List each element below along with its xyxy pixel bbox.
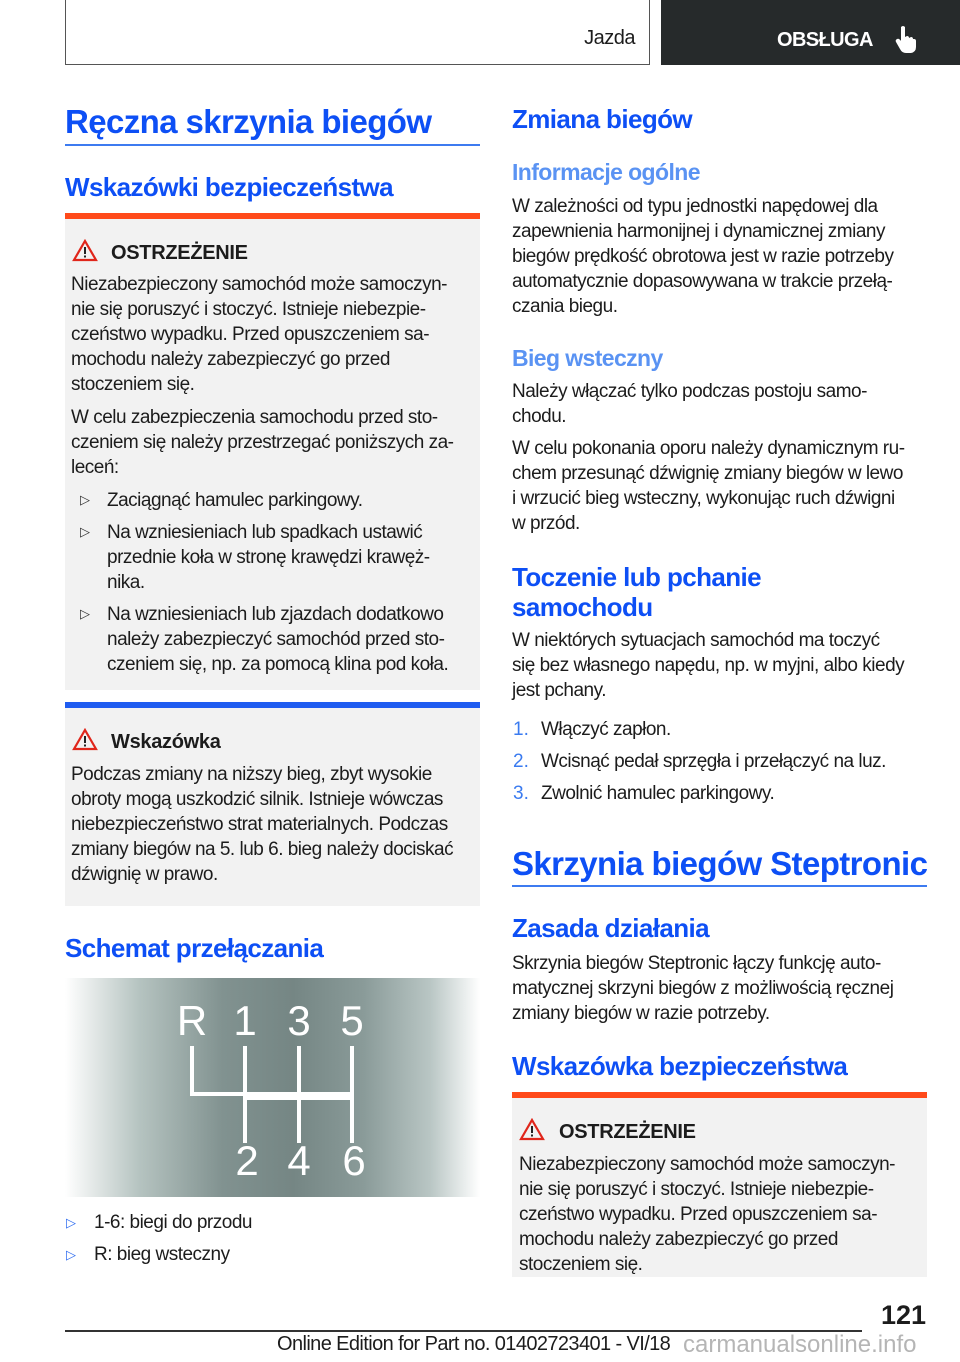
text-line: czeństwo wypadku. Przed opuszczeniem sa- xyxy=(71,324,430,345)
warning-paragraph xyxy=(71,272,447,397)
reverse-paragraph xyxy=(512,379,867,429)
steptronic-title: Skrzynia biegów Steptronic xyxy=(512,845,928,882)
principle-heading: Zasada działania xyxy=(512,913,710,943)
schema-bullet: R: bieg wsteczny xyxy=(94,1244,230,1265)
gear-label: 6 xyxy=(342,1137,366,1184)
text-line: zapewnienia harmonijnej i dynamicznej zmiany xyxy=(512,221,885,242)
text-line: obroty mogą uszkodzić silnik. Istnieje wówczas xyxy=(71,789,443,810)
step-number: 1. xyxy=(513,719,529,740)
text-line: Skrzynia biegów Steptronic łączy funkcję auto- xyxy=(512,953,881,974)
text-line: mochodu należy zabezpieczyć go przed xyxy=(71,349,390,370)
page-title: Ręczna skrzynia biegów xyxy=(65,103,432,140)
step-text: Wcisnąć pedał sprzęgła i przełączyć na luz. xyxy=(541,751,886,772)
chapter-tab[interactable] xyxy=(661,0,960,65)
text-line: i wrzucić bieg wsteczny, wykonując ruch dźwigni xyxy=(512,488,895,509)
general-paragraph xyxy=(512,194,893,319)
section-header xyxy=(65,0,650,65)
chapter-label: OBSŁUGA xyxy=(777,29,873,51)
schema-heading: Schemat przełączania xyxy=(65,933,324,963)
bullet-triangle-icon: ▷ xyxy=(80,606,90,621)
text-line: niebezpieczeństwo strat materialnych. Podczas xyxy=(71,814,448,835)
text-line: mochodu należy zabezpieczyć go przed xyxy=(519,1229,838,1250)
text-line: Toczenie lub pchanie xyxy=(512,562,762,592)
text-line: Zaciągnąć hamulec parkingowy. xyxy=(107,490,363,511)
text-line: czeniem się należy przestrzegać poniższych za- xyxy=(71,432,454,453)
notice-title: Wskazówka xyxy=(111,731,221,753)
text-line: chodu. xyxy=(512,406,567,427)
text-line: się bez własnego napędu, np. w myjni, albo kiedy xyxy=(512,655,905,676)
text-line: nika. xyxy=(107,572,145,593)
text-line: samochodu xyxy=(512,592,653,622)
text-line: W zależności od typu jednostki napędowej dla xyxy=(512,196,878,217)
shift-heading: Zmiana biegów xyxy=(512,104,693,134)
text-line: czania biegu. xyxy=(512,296,618,317)
warning-triangle-icon xyxy=(72,239,98,262)
text-line: stoczeniem się. xyxy=(71,374,195,395)
gear-label: R xyxy=(176,997,208,1044)
text-line: W celu zabezpieczenia samochodu przed sto- xyxy=(71,407,438,428)
gear-label: 5 xyxy=(340,997,364,1044)
warning-bullet xyxy=(107,488,363,513)
notice-triangle-icon xyxy=(72,728,98,751)
step-number: 2. xyxy=(513,751,529,772)
step-number: 3. xyxy=(513,783,529,804)
warning-paragraph xyxy=(519,1152,895,1277)
warning-title: OSTRZEŻENIE xyxy=(559,1121,696,1143)
text-line: jest pchany. xyxy=(512,680,606,701)
hand-pointer-icon xyxy=(895,25,917,53)
text-line: czeniem się, np. za pomocą klina pod koła. xyxy=(107,654,449,675)
title-rule xyxy=(65,144,480,146)
page-number: 121 xyxy=(880,1300,926,1330)
reverse-paragraph xyxy=(512,436,905,536)
warning-title: OSTRZEŻENIE xyxy=(111,242,248,264)
text-line: chem przesunąć dźwignię zmiany biegów w lewo xyxy=(512,463,903,484)
text-line: nie się poruszyć i stoczyć. Istnieje niebezpie- xyxy=(71,299,426,320)
principle-paragraph xyxy=(512,951,893,1026)
notice-paragraph xyxy=(71,762,453,887)
text-line: Niezabezpieczony samochód może samoczyn- xyxy=(519,1154,896,1175)
text-line: Na wzniesieniach lub spadkach ustawić xyxy=(107,522,423,543)
watermark: carmanualsonline.info xyxy=(683,1331,917,1358)
general-heading: Informacje ogólne xyxy=(512,159,700,185)
text-line: zmiany biegów w razie potrzeby. xyxy=(512,1003,770,1024)
title-rule xyxy=(512,885,927,887)
text-line: leceń: xyxy=(71,457,119,478)
warning-bullet xyxy=(107,602,448,677)
step-text: Zwolnić hamulec parkingowy. xyxy=(541,783,775,804)
gear-label: 2 xyxy=(235,1137,259,1184)
text-line: nie się poruszyć i stoczyć. Istnieje niebezpie- xyxy=(519,1179,874,1200)
step-text: Włączyć zapłon. xyxy=(541,719,671,740)
text-line: W niektórych sytuacjach samochód ma toczyć xyxy=(512,630,880,651)
text-line: Na wzniesieniach lub zjazdach dodatkowo xyxy=(107,604,444,625)
reverse-heading: Bieg wsteczny xyxy=(512,345,663,371)
section-label: Jazda xyxy=(584,27,635,49)
text-line: Należy włączać tylko podczas postoju samo- xyxy=(512,381,867,402)
text-line: czeństwo wypadku. Przed opuszczeniem sa- xyxy=(519,1204,878,1225)
text-line: należy zabezpieczyć samochód przed sto- xyxy=(107,629,445,650)
bullet-triangle-icon: ▷ xyxy=(80,492,90,507)
safety-heading-right: Wskazówka bezpieczeństwa xyxy=(512,1051,848,1081)
gear-label: 3 xyxy=(287,997,311,1044)
gear-label: 4 xyxy=(287,1137,311,1184)
schema-bullet: 1-6: biegi do przodu xyxy=(94,1212,252,1233)
text-line: biegów prędkość obrotowa jest w razie potrzeby xyxy=(512,246,894,267)
text-line: Niezabezpieczony samochód może samoczyn- xyxy=(71,274,448,295)
text-line: dźwignię w prawo. xyxy=(71,864,218,885)
gear-shift-diagram xyxy=(65,978,480,1197)
edition-text: Online Edition for Part no. 01402723401 - VI/18 xyxy=(277,1333,671,1355)
bullet-triangle-icon: ▷ xyxy=(80,524,90,539)
rolling-paragraph xyxy=(512,628,904,703)
text-line: w przód. xyxy=(512,513,580,534)
warning-paragraph xyxy=(71,405,454,480)
text-line: przednie koła w stronę krawędzi krawęż- xyxy=(107,547,430,568)
text-line: Podczas zmiany na niższy bieg, zbyt wysokie xyxy=(71,764,432,785)
text-line: matycznej skrzyni biegów z możliwością ręcznej xyxy=(512,978,894,999)
warning-triangle-icon xyxy=(519,1118,545,1141)
text-line: automatycznie dopasowywana w trakcie przełą- xyxy=(512,271,893,292)
gear-label: 1 xyxy=(233,997,257,1044)
bullet-triangle-icon: ▷ xyxy=(66,1247,76,1262)
text-line: W celu pokonania oporu należy dynamicznym ru- xyxy=(512,438,905,459)
text-line: zmiany biegów na 5. lub 6. bieg należy dociskać xyxy=(71,839,454,860)
text-line: stoczeniem się. xyxy=(519,1254,643,1275)
warning-bullet xyxy=(107,520,430,595)
bullet-triangle-icon: ▷ xyxy=(66,1215,76,1230)
rolling-heading xyxy=(512,562,761,622)
safety-heading: Wskazówki bezpieczeństwa xyxy=(65,172,394,202)
shift-pattern-lines xyxy=(192,1046,354,1143)
